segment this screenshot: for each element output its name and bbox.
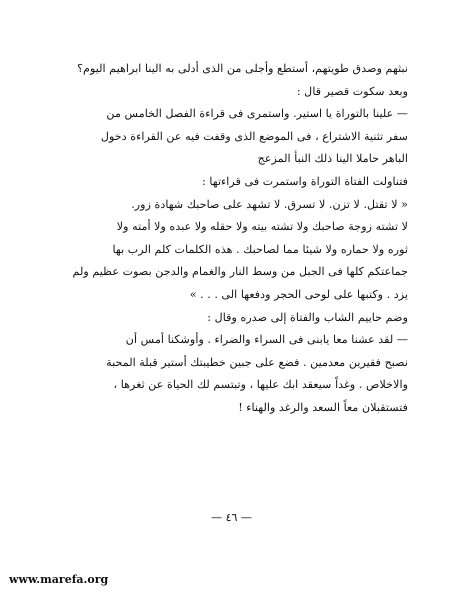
text-line: نصبح فقيرين معدمين . فضع على جبين خطيبتك أستير قبلة المحبة bbox=[106, 355, 408, 369]
text-line: « لا تقتل. لا تزن. لا تسرق. لا تشهد على صاحبك شهادة زور. bbox=[131, 197, 408, 211]
text-line: يزد . وكتبها على لوحى الحجر ودفعها الى . . . » bbox=[189, 287, 408, 301]
text-line: لا تشته زوجة صاحبك ولا تشته بيته ولا حقله ولا عبده ولا أمته ولا bbox=[116, 220, 408, 234]
text-line: ثوره ولا حماره ولا شيئا مما لصاحبك . هذه الكلمات كلم الرب بها bbox=[112, 242, 408, 256]
body-text bbox=[72, 58, 408, 420]
text-line: نبثهم وصدق طويتهم، أستطع وأجلى من الذى أدلى به الينا ابراهيم اليوم؟ bbox=[77, 62, 408, 75]
text-line: سفر تثنية الاشتراع ، فى الموضع الذى وقفت فيه عن القراءة دخول bbox=[100, 129, 408, 143]
text-line: وبعد سكوت قصير قال : bbox=[296, 84, 408, 98]
text-line: فتستقبلان معاً السعد والرغد والهناء ! bbox=[238, 400, 408, 414]
text-line: — لقد عشنا معا يابنى فى السراء والضراء . وأوشكنا أمس أن bbox=[125, 333, 408, 347]
page-number: — ٤٦ — bbox=[211, 511, 252, 524]
watermark-url: www.marefa.org bbox=[9, 573, 109, 586]
text-line: — علينا بالتوراة يا استير. واستمرى فى قراءة الفصل الخامس من bbox=[106, 107, 408, 121]
text-line: وضم حاييم الشاب والفتاة إلى صدره وقال : bbox=[207, 310, 408, 324]
text-line: والاخلاص . وغداً سيعقد ابك عليها ، وتبتسم لك الحياة عن ثغرها ، bbox=[113, 378, 408, 392]
text-line: الباهر حاملا الينا ذلك النبأ المزعج bbox=[257, 152, 408, 166]
text-line: جماعتكم كلها فى الجبل من وسط النار والغمام والدجن بصوت عظيم ولم bbox=[72, 265, 408, 279]
text-line: فتناولت الفتاة التوراة واستمرت فى قراءتها : bbox=[202, 174, 408, 188]
